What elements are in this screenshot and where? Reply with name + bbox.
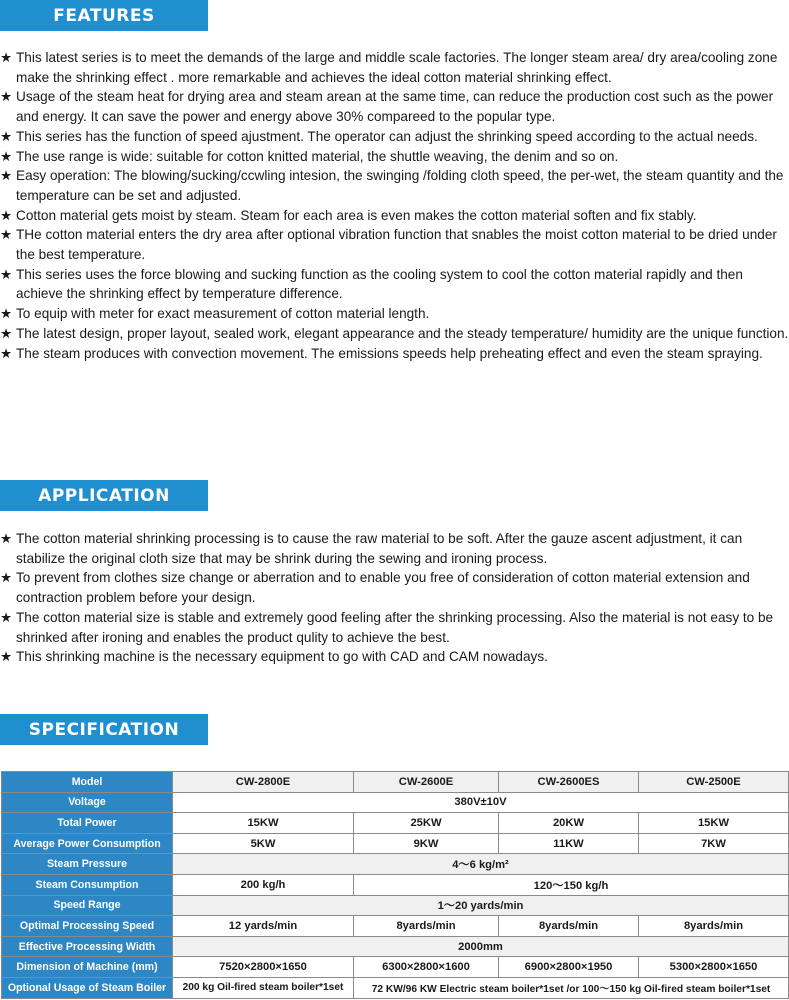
feature-item: ★ This latest series is to meet the demands of the large and middle scale factories. The longer steam area/ dry area/cooling zone make the shrinking effect . more remarkable and achieves the ideal cotton material shrinking effect.: [0, 50, 778, 85]
optimal-speed-cell: 8yards/min: [354, 916, 499, 937]
total-power-cell: 20KW: [499, 813, 639, 834]
feature-item: ★ The steam produces with convection movement. The emissions speeds help preheating effect and even the steam spraying.: [0, 344, 789, 364]
label-width: Effective Processing Width: [2, 936, 173, 957]
feature-item: ★ To equip with meter for exact measurement of cotton material length.: [0, 304, 789, 324]
table-row: [2, 957, 789, 978]
feature-item: ★ Usage of the steam heat for drying area and steam arean at the same time, can reduce the production cost such as the power and energy. It can save the power and energy above 30% compareed to the popular type.: [0, 89, 774, 125]
table-row: [2, 854, 789, 875]
width-cell: 2000mm: [173, 936, 789, 957]
label-voltage: Voltage: [2, 792, 173, 813]
steam-consumption-cell: 120～150 kg/h: [354, 874, 789, 895]
total-power-cell: 25KW: [354, 813, 499, 834]
label-dimension: Dimension of Machine (mm): [2, 957, 173, 978]
application-item: ★ To prevent from clothes size change or aberration and to enable you free of consideration of cotton material extension and contraction problem before your design.: [0, 570, 750, 606]
table-row: [2, 936, 789, 957]
feature-item: ★ The latest design, proper layout, sealed work, elegant appearance and the steady temperature/ humidity are the unique function.: [0, 324, 789, 344]
table-row: [2, 772, 789, 793]
application-item: ★ The cotton material shrinking processing is to cause the raw material to be soft. After the gauze ascent adjustment, it can stabilize the original cloth size that may be shrink during the sewing and ironing process.: [0, 531, 743, 566]
steam-consumption-cell: 200 kg/h: [173, 874, 354, 895]
star-icon: ★: [0, 531, 13, 546]
star-icon: ★: [0, 345, 13, 361]
star-icon: ★: [0, 89, 13, 105]
dimension-cell: 6900×2800×1950: [499, 957, 639, 978]
star-icon: ★: [0, 50, 13, 65]
total-power-cell: 15KW: [639, 813, 789, 834]
star-icon: ★: [0, 227, 13, 243]
features-list: [0, 48, 789, 363]
optimal-speed-cell: 8yards/min: [639, 916, 789, 937]
model-cell: CW-2600E: [354, 772, 499, 793]
avg-power-cell: 9KW: [354, 833, 499, 854]
optimal-speed-cell: 12 yards/min: [173, 916, 354, 937]
star-icon: ★: [0, 325, 13, 341]
features-heading: FEATURES: [0, 0, 208, 31]
table-row: [2, 895, 789, 916]
star-icon: ★: [0, 609, 13, 625]
feature-item: ★ Easy operation: The blowing/sucking/ccwling intesion, the swinging /folding cloth speed, the per-wet, the steam quantity and the temperature can be set and adjusted.: [0, 168, 784, 203]
dimension-cell: 6300×2800×1600: [354, 957, 499, 978]
table-row: [2, 977, 789, 998]
application-heading: APPLICATION: [0, 480, 208, 511]
star-icon: ★: [0, 148, 13, 164]
star-icon: ★: [0, 207, 13, 223]
steam-pressure-cell: 4～6 kg/m²: [173, 854, 789, 875]
specification-heading: SPECIFICATION: [0, 714, 208, 745]
voltage-cell: 380V±10V: [173, 792, 789, 813]
star-icon: ★: [0, 266, 13, 282]
application-item: ★ This shrinking machine is the necessary equipment to go with CAD and CAM nowadays.: [0, 647, 789, 667]
model-cell: CW-2600ES: [499, 772, 639, 793]
boiler-cell: 200 kg Oil-fired steam boiler*1set: [173, 977, 354, 998]
label-avg-power: Average Power Consumption: [2, 833, 173, 854]
model-cell: CW-2500E: [639, 772, 789, 793]
label-steam-pressure: Steam Pressure: [2, 854, 173, 875]
specification-table: [1, 771, 789, 999]
dimension-cell: 5300×2800×1650: [639, 957, 789, 978]
dimension-cell: 7520×2800×1650: [173, 957, 354, 978]
label-model: Model: [2, 772, 173, 793]
feature-item: ★ Cotton material gets moist by steam. Steam for each area is even makes the cotton material soften and fix stably.: [0, 206, 789, 226]
boiler-cell: 72 KW/96 KW Electric steam boiler*1set /or 100～150 kg Oil-fired steam boiler*1set: [354, 977, 789, 998]
star-icon: ★: [0, 306, 13, 322]
feature-item: ★ THe cotton material enters the dry area after optional vibration function that snables the moist cotton material to be dried under the best temperature.: [0, 227, 777, 263]
label-speed-range: Speed Range: [2, 895, 173, 916]
speed-range-cell: 1～20 yards/min: [173, 895, 789, 916]
application-item: ★ The cotton material size is stable and extremely good feeling after the shrinking processing. Also the material is not easy to be shrinked after ironing and enables the product qulity to achieve the best.: [0, 609, 774, 645]
optimal-speed-cell: 8yards/min: [499, 916, 639, 937]
label-steam-consumption: Steam Consumption: [2, 874, 173, 895]
star-icon: ★: [0, 128, 13, 144]
table-row: [2, 833, 789, 854]
avg-power-cell: 11KW: [499, 833, 639, 854]
star-icon: ★: [0, 570, 13, 586]
table-row: [2, 813, 789, 834]
feature-item: ★ The use range is wide: suitable for cotton knitted material, the shuttle weaving, the denim and so on.: [0, 147, 789, 167]
label-total-power: Total Power: [2, 813, 173, 834]
application-list: [0, 529, 789, 667]
feature-item: ★ This series has the function of speed ajustment. The operator can adjust the shrinking speed according to the actual needs.: [0, 127, 789, 147]
table-row: [2, 792, 789, 813]
feature-item: ★ This series uses the force blowing and sucking function as the cooling system to cool the cotton material rapidly and then achieve the shrinking effect by temperature difference.: [0, 266, 743, 302]
label-optimal-speed: Optimal Processing Speed: [2, 916, 173, 937]
model-cell: CW-2800E: [173, 772, 354, 793]
label-boiler: Optional Usage of Steam Boiler: [2, 977, 173, 998]
table-row: [2, 916, 789, 937]
star-icon: ★: [0, 649, 13, 665]
avg-power-cell: 7KW: [639, 833, 789, 854]
avg-power-cell: 5KW: [173, 833, 354, 854]
star-icon: ★: [0, 168, 13, 184]
table-row: [2, 874, 789, 895]
total-power-cell: 15KW: [173, 813, 354, 834]
